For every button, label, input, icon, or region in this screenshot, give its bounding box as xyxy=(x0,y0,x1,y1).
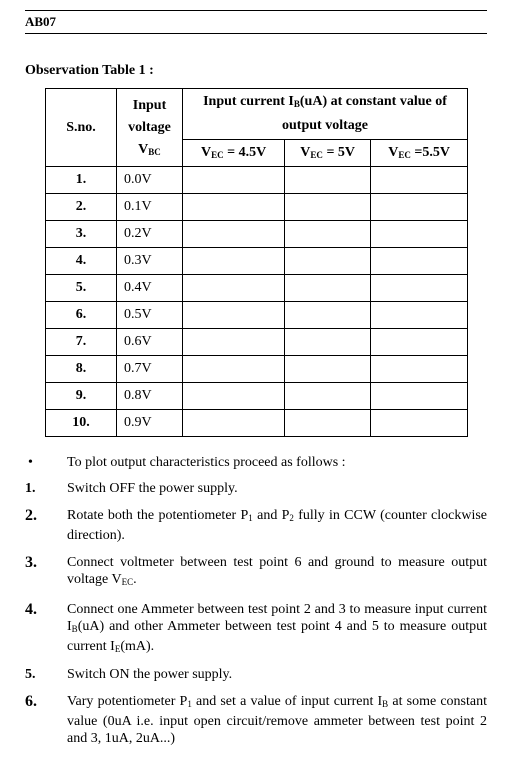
row-cell-empty xyxy=(183,302,285,329)
row-sno: 4. xyxy=(46,248,117,275)
table-row xyxy=(46,221,468,248)
row-sno: 5. xyxy=(46,275,117,302)
step-6-sub1: 1 xyxy=(187,699,192,709)
row-cell-empty xyxy=(371,410,468,437)
row-voltage: 0.4V xyxy=(117,275,183,302)
row-cell-empty xyxy=(285,194,371,221)
bullet-text: To plot output characteristics proceed as follows : xyxy=(67,455,346,470)
table-row xyxy=(46,329,468,356)
row-cell-empty xyxy=(371,383,468,410)
step-6-sub2: B xyxy=(382,699,389,709)
row-voltage: 0.9V xyxy=(117,410,183,437)
table-row xyxy=(46,275,468,302)
col3-sub: EC xyxy=(398,150,411,160)
row-cell-empty xyxy=(183,248,285,275)
table-row xyxy=(46,410,468,437)
col-vec-4-5 xyxy=(183,140,285,167)
row-cell-empty xyxy=(183,275,285,302)
input-voltage-header-line3: V xyxy=(138,142,149,157)
row-cell-empty xyxy=(285,383,371,410)
row-sno: 6. xyxy=(46,302,117,329)
col-vec-5-5 xyxy=(371,140,468,167)
row-sno: 10. xyxy=(46,410,117,437)
observation-table xyxy=(45,88,468,437)
step-3-sub: EC xyxy=(121,577,134,587)
step-3-a: Connect voltmeter between test point 6 and ground to measure output voltage V xyxy=(67,555,487,587)
row-cell-empty xyxy=(285,410,371,437)
row-sno: 1. xyxy=(46,167,117,194)
input-current-header-b: (uA) at constant value of xyxy=(299,94,447,109)
row-cell-empty xyxy=(371,329,468,356)
input-current-header-sub: B xyxy=(293,99,300,109)
row-sno: 2. xyxy=(46,194,117,221)
step-3-number: 3. xyxy=(25,554,37,571)
row-voltage: 0.7V xyxy=(117,356,183,383)
row-sno: 3. xyxy=(46,221,117,248)
row-cell-empty xyxy=(183,410,285,437)
row-cell-empty xyxy=(371,302,468,329)
step-5-text: Switch ON the power supply. xyxy=(67,667,233,682)
row-cell-empty xyxy=(285,221,371,248)
row-cell-empty xyxy=(285,329,371,356)
col2-val: = 5V xyxy=(322,145,356,160)
document-code: AB07 xyxy=(25,14,57,29)
row-cell-empty xyxy=(371,248,468,275)
col1-val: = 4.5V xyxy=(223,145,267,160)
step-4-b: (uA) and other Ammeter between test point 4 and 5 to measure output current I xyxy=(67,619,487,654)
table-row xyxy=(46,356,468,383)
input-current-header-a: Input current I xyxy=(203,94,294,109)
row-voltage: 0.5V xyxy=(117,302,183,329)
step-2-sub1: 1 xyxy=(248,513,253,523)
col-vec-5 xyxy=(285,140,371,167)
row-voltage: 0.6V xyxy=(117,329,183,356)
step-4-c: (mA). xyxy=(120,639,155,654)
bullet-marker: • xyxy=(28,455,33,470)
step-3-text xyxy=(67,554,487,591)
row-cell-empty xyxy=(285,248,371,275)
col1-v: V xyxy=(200,145,212,160)
step-2-c: fully in CCW (counter clockwise direction). xyxy=(67,508,488,543)
step-6-c: at some constant value (0uA i.e. input open circuit/remove ammeter between test point 2 and 3, 1uA, 2uA...) xyxy=(67,694,487,746)
row-cell-empty xyxy=(285,167,371,194)
input-voltage-header-line2: voltage xyxy=(128,120,171,135)
step-2-sub2: 2 xyxy=(289,513,294,523)
row-cell-empty xyxy=(371,221,468,248)
row-cell-empty xyxy=(183,356,285,383)
row-cell-empty xyxy=(285,275,371,302)
row-cell-empty xyxy=(371,356,468,383)
col1-sub: EC xyxy=(211,150,224,160)
table-row xyxy=(46,194,468,221)
row-cell-empty xyxy=(285,356,371,383)
step-4-number: 4. xyxy=(25,601,37,618)
sno-header: S.no. xyxy=(46,89,117,167)
step-4-text xyxy=(67,601,487,658)
step-2-b: and P xyxy=(252,508,290,523)
step-2-a: Rotate both the potentiometer P xyxy=(67,508,249,523)
col2-sub: EC xyxy=(310,150,323,160)
row-voltage: 0.8V xyxy=(117,383,183,410)
input-voltage-header xyxy=(117,89,183,167)
table-row xyxy=(46,167,468,194)
input-voltage-header-sub: BC xyxy=(148,147,161,157)
step-2-number: 2. xyxy=(25,507,37,524)
row-cell-empty xyxy=(183,383,285,410)
step-2-text xyxy=(67,507,487,544)
row-sno: 7. xyxy=(46,329,117,356)
row-sno: 8. xyxy=(46,356,117,383)
row-cell-empty xyxy=(371,275,468,302)
step-6-number: 6. xyxy=(25,693,37,710)
row-cell-empty xyxy=(183,221,285,248)
table-row xyxy=(46,383,468,410)
row-cell-empty xyxy=(371,167,468,194)
page-header xyxy=(25,10,487,34)
step-4-a: Connect one Ammeter between test point 2 and 3 to measure input current I xyxy=(67,602,487,634)
table-header-row xyxy=(46,89,468,140)
step-6-a: Vary potentiometer P xyxy=(67,694,188,709)
col2-v: V xyxy=(300,145,311,160)
step-6-b: and set a value of input current I xyxy=(191,694,383,709)
row-cell-empty xyxy=(183,194,285,221)
row-cell-empty xyxy=(285,302,371,329)
row-voltage: 0.3V xyxy=(117,248,183,275)
row-sno: 9. xyxy=(46,383,117,410)
input-current-header-c: output voltage xyxy=(282,118,368,133)
step-5-number: 5. xyxy=(25,667,36,682)
row-cell-empty xyxy=(183,329,285,356)
step-4-sub2: E xyxy=(114,644,121,654)
row-voltage: 0.0V xyxy=(117,167,183,194)
col3-val: =5.5V xyxy=(410,145,450,160)
step-4-sub1: B xyxy=(71,624,78,634)
step-3-b: . xyxy=(133,572,137,587)
step-1-number: 1. xyxy=(25,481,36,496)
row-voltage: 0.1V xyxy=(117,194,183,221)
table-row xyxy=(46,302,468,329)
input-current-header xyxy=(183,89,468,140)
row-cell-empty xyxy=(183,167,285,194)
table-row xyxy=(46,248,468,275)
col3-v: V xyxy=(388,145,399,160)
row-cell-empty xyxy=(371,194,468,221)
table-title: Observation Table 1 : xyxy=(25,63,154,78)
step-1-text: Switch OFF the power supply. xyxy=(67,481,238,496)
row-voltage: 0.2V xyxy=(117,221,183,248)
step-6-text xyxy=(67,693,487,747)
input-voltage-header-line1: Input xyxy=(132,98,167,113)
